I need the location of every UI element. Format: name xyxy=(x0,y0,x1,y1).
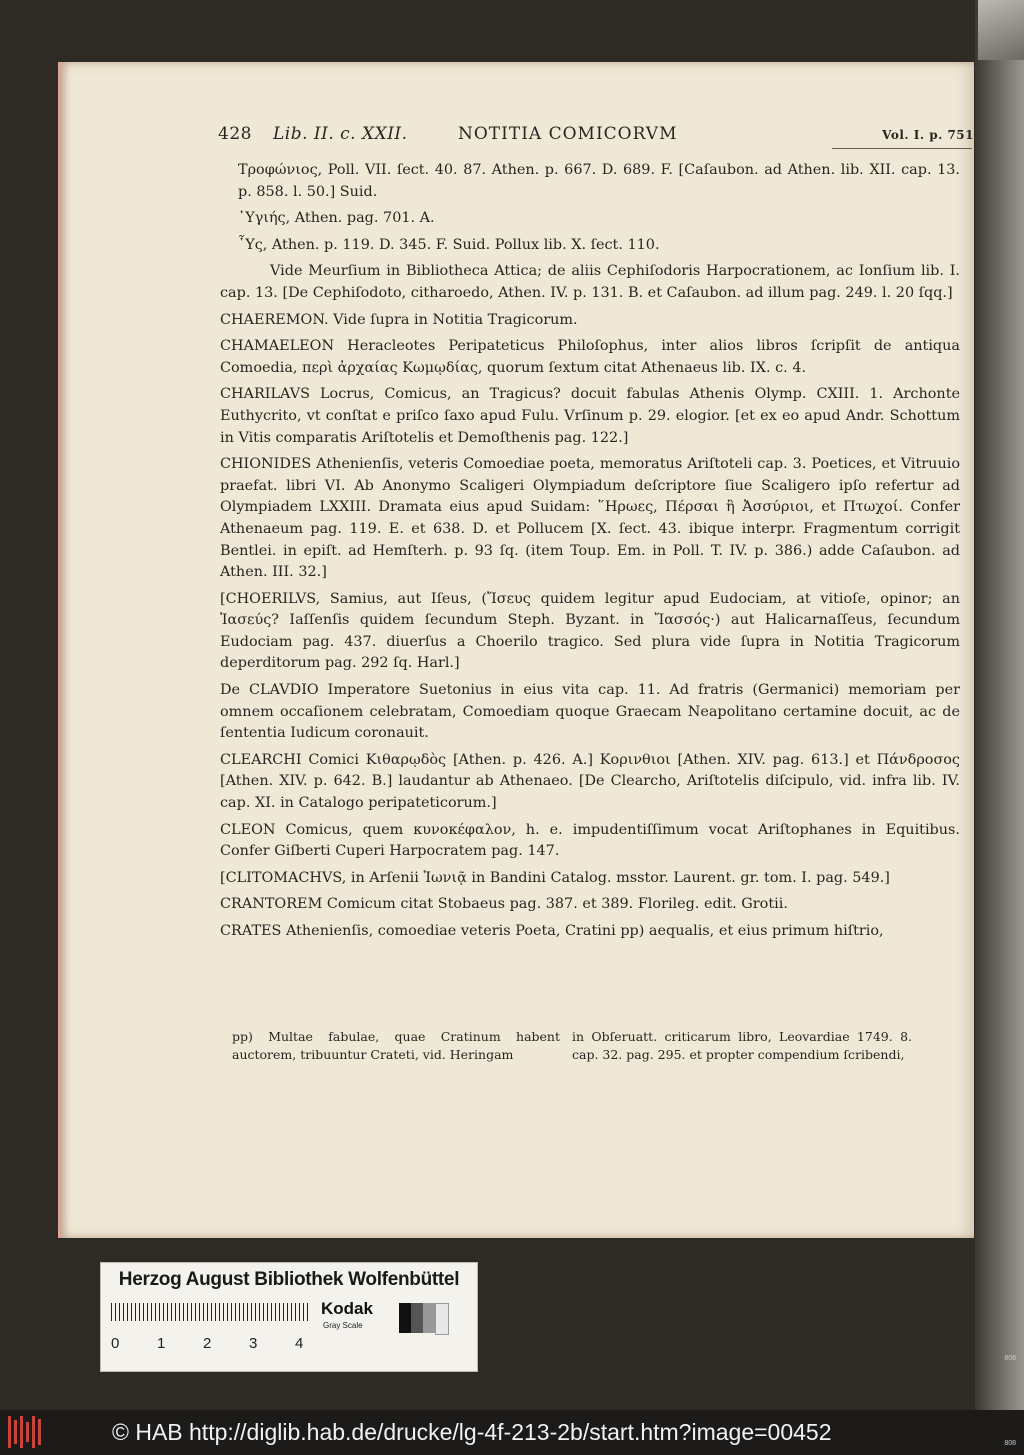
page-number: 428 xyxy=(218,124,252,144)
gray-swatch-black xyxy=(399,1303,411,1333)
ruler-number: 0 xyxy=(111,1335,120,1352)
library-scale-card xyxy=(100,1262,478,1372)
entry-paragraph: CHAEREMON. Vide ſupra in Notitia Tragicorum. xyxy=(220,311,578,328)
entry-paragraph: CHAMAELEON Heracleotes Peripateticus Philoſophus, inter alios libros ſcripſit de antiqua Comoedia, περὶ ἀρχαίας Κωμῳδίας, quorum ſextum citat Athenaeus lib. IX. c. 4. xyxy=(220,338,960,376)
hab-logo-icon xyxy=(6,1416,46,1448)
entry-paragraph: CLEON Comicus, quem κυνοκέφαλον, h. e. impudentiſſimum vocat Ariſtophanes in Equitibus. Confer Giſberti Cuperi Harpocratem pag. 147. xyxy=(220,821,960,860)
entry-paragraph: ῾Υγιής, Athen. pag. 701. A. xyxy=(238,210,435,227)
scanner-background-right xyxy=(975,0,1024,1410)
entry-paragraph: ῟Υς, Athen. p. 119. D. 345. F. Suid. Pollux lib. X. ſect. 110. xyxy=(238,236,660,253)
corner-mark: 808 xyxy=(1004,1355,1016,1362)
entry-paragraph: CHIONIDES Athenienſis, veteris Comoediae poeta, memoratus Ariſtoteli cap. 3. Poetices, et Vitruuio praefat. libri VI. Ab Anonymo Scaligeri Olympiadum deſcriptore ſiue Scaligero ipſo refertur ad Olympiadem LXXIII. Dramata eius apud Suidam: ῞Ηρωες, Πέρσαι ἢ Ἀσσύριοι, et Πτωχοί. Confer Athenaeum pag. 119. E. et 638. D. et Pollucem [X. ſect. 43. ibique interpr. Fragmentum corrigit Bentlei. in epiſt. ad Hemſterh. p. 93 ſq. (item Toup. Em. in Poll. T. IV. p. 386.) adde Caſaubon. ad Athen. III. 32.] xyxy=(220,456,960,581)
book-chapter: Lib. II. c. XXII. xyxy=(273,124,408,144)
page-body xyxy=(220,160,960,948)
entry-paragraph: CLEARCHI Comici Κιθαρῳδὸς [Athen. p. 426. A.] Κορινθιοι [Athen. XIV. pag. 613.] et Πάνδροσος [Athen. XIV. p. 642. B.] laudantur ab Athenaeo. [De Clearcho, Ariſtotelis diſcipulo, vid. infra lib. IV. cap. XI. in Catalogo peripateticorum.] xyxy=(220,751,960,812)
copyright-footer xyxy=(0,1410,1024,1455)
page-title: NOTITIA COMICORVM xyxy=(458,124,678,144)
gray-swatch-mid xyxy=(423,1303,435,1333)
kodak-brand: Kodak xyxy=(321,1299,373,1318)
library-name: Herzog August Bibliothek Wolfenbüttel xyxy=(118,1269,460,1290)
footnote-right: in Obſeruatt. criticarum libro, Leovardiae 1749. 8. cap. 32. pag. 295. et propter compendium ſcribendi, xyxy=(572,1029,912,1062)
gray-swatch-light xyxy=(435,1303,449,1335)
ruler-number: 1 xyxy=(157,1335,166,1352)
entry-paragraph: CRANTOREM Comicum citat Stobaeus pag. 387. et 389. Florileg. edit. Grotii. xyxy=(220,896,788,913)
entry-paragraph: Vide Meurſium in Bibliotheca Attica; de aliis Cephiſodoris Harpocrationem, ac Ionſium lib. I. cap. 13. [De Cephiſodoto, citharoedo, Athen. IV. p. 131. B. et Caſaubon. ad illum pag. 249. l. 20 ſqq.] xyxy=(220,263,960,301)
header-rule xyxy=(832,148,972,149)
volume-reference: Vol. I. p. 751 xyxy=(882,128,974,142)
corner-mark: 808 xyxy=(1004,1440,1016,1447)
entry-paragraph: De CLAVDIO Imperatore Suetonius in eius vita cap. 11. Ad fratris (Germanici) memoriam per omnem occaſionem celebratam, Comoediam quoque Graecam Neapolitano certamine docuit, ac de ſententia Iudicum coronauit. xyxy=(220,682,960,742)
ruler-number: 4 xyxy=(295,1335,304,1352)
entry-paragraph: CRATES Athenienſis, comoediae veteris Poeta, Cratini pp) aequalis, et eius primum hiſtrio, xyxy=(220,923,884,939)
ruler-number: 3 xyxy=(249,1335,258,1352)
gray-scale-label: Gray Scale xyxy=(323,1321,363,1330)
copyright-url[interactable]: © HAB http://diglib.hab.de/drucke/lg-4f-213-2b/start.htm?image=00452 xyxy=(112,1419,832,1445)
ruler-number: 2 xyxy=(203,1335,212,1352)
gray-swatch-dark xyxy=(411,1303,423,1333)
book-page xyxy=(58,62,974,1238)
entry-paragraph: CHARILAVS Locrus, Comicus, an Tragicus? docuit fabulas Athenis Olymp. CXIII. 1. Archonte Euthycrito, vt conſtat e priſco ſaxo apud Fulu. Vrſinum p. 29. elogior. [et ex eo apud Andr. Schottum in Vitis comparatis Ariſtotelis et Demoſthenis pag. 122.] xyxy=(220,386,960,446)
footnote-left: pp) Multae fabulae, quae Cratinum habent auctorem, tribuuntur Crateti, vid. Heringam xyxy=(232,1029,560,1062)
entry-paragraph: Τροφώνιος, Poll. VII. ſect. 40. 87. Athen. p. 667. D. 689. F. [Caſaubon. ad Athen. lib. XII. cap. 13. p. 858. l. 50.] Suid. xyxy=(238,162,960,200)
entry-paragraph: [CLITOMACHVS, in Arſenii Ἰωνιᾷ in Bandini Catalog. msstor. Laurent. gr. tom. I. pag. 549.] xyxy=(220,869,890,886)
entry-paragraph: [CHOERILVS, Samius, aut Iſeus, (Ἴσευς quidem legitur apud Eudociam, at vitioſe, opinor; an Ἰασεύς? Iaſſenſis quidem ſecundum Steph. Byzant. in Ἴασσός·) aut Halicarnaſſeus, ſecundum Eudociam pag. 437. diuerſus a Choerilo tragico. Sed plura vide ſupra in Notitia Tragicorum deperditorum pag. 292 ſq. Harl.] xyxy=(220,590,960,672)
scanner-background-corner xyxy=(978,0,1024,60)
